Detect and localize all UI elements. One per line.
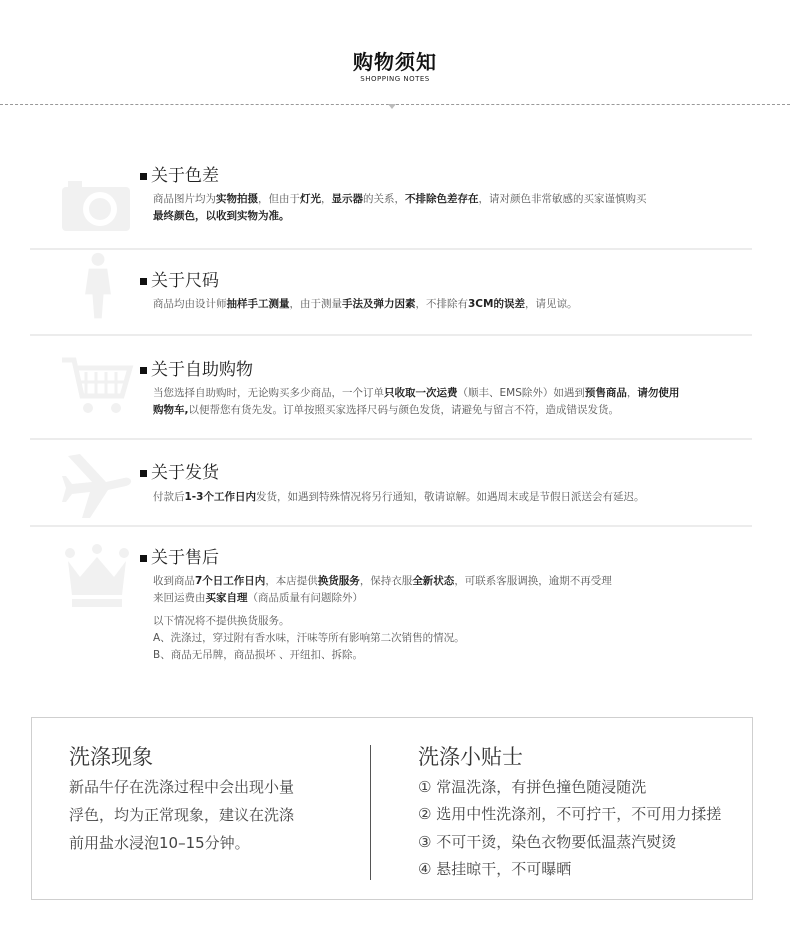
description-line: 商品均由设计师抽样手工测量，由于测量手法及弹力因素，不排除有3CM的误差，请见谅。 bbox=[153, 298, 578, 310]
description-line: 付款后1-3个工作日内发货，如遇到特殊情况将另行通知，敬请谅解。如遇周末或是节假日派送会有延迟。 bbox=[153, 491, 645, 503]
section-description bbox=[153, 385, 753, 419]
washing-phenomenon-text bbox=[69, 773, 329, 857]
description-line: 商品图片均为实物拍摄，但由于灯光，显示器的关系，不排除色差存在，请对颜色非常敏感的买家谨慎购买 bbox=[153, 193, 647, 205]
washing-tip: ② 选用中性洗涤剂，不可拧干，不可用力揉搓 bbox=[418, 805, 722, 823]
washing-tip: ④ 悬挂晾干，不可曝晒 bbox=[418, 860, 572, 878]
section-divider bbox=[30, 248, 752, 250]
section-divider bbox=[30, 438, 752, 440]
bullet-square-icon bbox=[140, 367, 147, 374]
shopping-cart-icon bbox=[60, 351, 135, 421]
washing-tips-title: 洗涤小贴士 bbox=[418, 745, 523, 769]
description-line: 当您选择自助购时，无论购买多少商品，一个订单只收取一次运费（顺丰、EMS除外）如遇到预售商品，请勿使用 bbox=[153, 387, 680, 399]
description-line: 来回运费由买家自理（商品质量有问题除外） bbox=[153, 592, 363, 604]
person-icon bbox=[78, 252, 118, 322]
page-header bbox=[0, 50, 790, 84]
description-line: 最终颜色，以收到实物为准。 bbox=[153, 210, 290, 222]
section-exclusions bbox=[153, 613, 753, 664]
section-heading: 关于色差 bbox=[140, 166, 219, 186]
exclusion-line: B、商品无吊牌，商品损坏 、开纽扣、拆除。 bbox=[153, 649, 364, 661]
divider-caret-icon bbox=[388, 104, 396, 109]
bullet-square-icon bbox=[140, 173, 147, 180]
text-line: 前用盐水浸泡10–15分钟。 bbox=[69, 834, 250, 852]
vertical-divider bbox=[370, 745, 371, 880]
section-heading: 关于自助购物 bbox=[140, 360, 253, 380]
washing-notes-box bbox=[31, 717, 753, 900]
section-heading: 关于尺码 bbox=[140, 271, 219, 291]
bullet-square-icon bbox=[140, 555, 147, 562]
section-description bbox=[153, 296, 753, 313]
washing-tip: ① 常温洗涤，有拼色撞色随浸随洗 bbox=[418, 778, 647, 796]
description-line: 购物车,以便帮您有货先发。订单按照买家选择尺码与颜色发货，请避免与留言不符，造成错误发货。 bbox=[153, 404, 619, 416]
text-line: 新品牛仔在洗涤过程中会出现小量 bbox=[69, 778, 295, 796]
washing-phenomenon-title: 洗涤现象 bbox=[69, 745, 153, 769]
section-divider bbox=[30, 334, 752, 336]
description-line: 收到商品7个日工作日内，本店提供换货服务，保持衣服全新状态，可联系客服调换，逾期不再受理 bbox=[153, 575, 612, 587]
exclusion-line: A、洗涤过，穿过附有香水味，汗味等所有影响第二次销售的情况。 bbox=[153, 632, 465, 644]
section-heading: 关于售后 bbox=[140, 548, 219, 568]
bullet-square-icon bbox=[140, 470, 147, 477]
section-description bbox=[153, 489, 753, 506]
page-title: 购物须知 bbox=[353, 50, 437, 74]
washing-tip: ③ 不可干烫，染色衣物要低温蒸汽熨烫 bbox=[418, 833, 677, 851]
airplane-icon bbox=[60, 452, 135, 522]
section-description bbox=[153, 573, 753, 607]
section-heading: 关于发货 bbox=[140, 463, 219, 483]
camera-icon bbox=[60, 170, 135, 240]
page-subtitle: SHOPPING NOTES bbox=[360, 75, 430, 83]
crown-icon bbox=[60, 543, 135, 613]
exclusion-line: 以下情况将不提供换货服务。 bbox=[153, 615, 290, 627]
section-description bbox=[153, 191, 753, 225]
section-divider bbox=[30, 525, 752, 527]
bullet-square-icon bbox=[140, 278, 147, 285]
text-line: 浮色，均为正常现象，建议在洗涤 bbox=[69, 806, 295, 824]
